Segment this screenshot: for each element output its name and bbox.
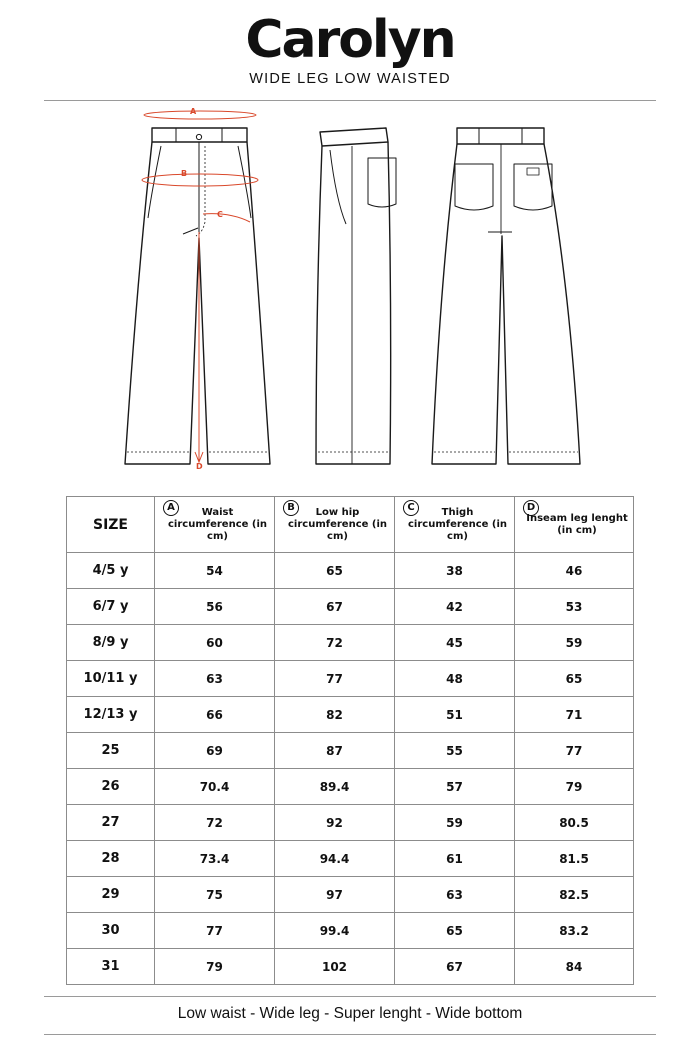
- inseam-cell: 82.5: [515, 877, 634, 913]
- table-row: [67, 661, 634, 697]
- column-label: Thigh circumference (in cm): [407, 506, 508, 542]
- thigh-cell: 63: [395, 877, 515, 913]
- letter-badge-b: B: [283, 500, 299, 516]
- thigh-cell: 42: [395, 589, 515, 625]
- column-header-inseam: [515, 497, 634, 553]
- brand-logo: Carolyn: [245, 10, 455, 70]
- waist-cell: 56: [155, 589, 275, 625]
- waist-cell: 79: [155, 949, 275, 985]
- marker-b: B: [181, 169, 188, 178]
- side-view: [316, 128, 396, 464]
- thigh-cell: 61: [395, 841, 515, 877]
- table-row: [67, 625, 634, 661]
- column-label: Waist circumference (in cm): [167, 506, 268, 542]
- low-hip-cell: 97: [275, 877, 395, 913]
- inseam-cell: 46: [515, 553, 634, 589]
- column-header-waist: [155, 497, 275, 553]
- marker-d: D: [196, 462, 203, 471]
- low-hip-cell: 94.4: [275, 841, 395, 877]
- table-row: [67, 733, 634, 769]
- waist-cell: 54: [155, 553, 275, 589]
- table-row: [67, 877, 634, 913]
- size-cell: 6/7 y: [67, 589, 155, 625]
- thigh-cell: 65: [395, 913, 515, 949]
- thigh-cell: 38: [395, 553, 515, 589]
- size-cell: 12/13 y: [67, 697, 155, 733]
- inseam-cell: 59: [515, 625, 634, 661]
- low-hip-cell: 67: [275, 589, 395, 625]
- inseam-cell: 83.2: [515, 913, 634, 949]
- waist-cell: 69: [155, 733, 275, 769]
- waist-cell: 70.4: [155, 769, 275, 805]
- waist-cell: 63: [155, 661, 275, 697]
- inseam-cell: 79: [515, 769, 634, 805]
- waist-cell: 66: [155, 697, 275, 733]
- low-hip-cell: 99.4: [275, 913, 395, 949]
- size-cell: 28: [67, 841, 155, 877]
- column-label: Low hip circumference (in cm): [287, 506, 388, 542]
- low-hip-cell: 92: [275, 805, 395, 841]
- size-cell: 30: [67, 913, 155, 949]
- size-cell: 29: [67, 877, 155, 913]
- waist-cell: 77: [155, 913, 275, 949]
- inseam-cell: 84: [515, 949, 634, 985]
- waist-cell: 72: [155, 805, 275, 841]
- low-hip-cell: 102: [275, 949, 395, 985]
- inseam-cell: 65: [515, 661, 634, 697]
- thigh-cell: 55: [395, 733, 515, 769]
- divider-footer-bottom: [44, 1034, 656, 1035]
- thigh-cell: 67: [395, 949, 515, 985]
- letter-badge-c: C: [403, 500, 419, 516]
- letter-badge-a: A: [163, 500, 179, 516]
- size-chart-table: [66, 496, 634, 985]
- table-row: [67, 553, 634, 589]
- size-cell: 10/11 y: [67, 661, 155, 697]
- thigh-cell: 45: [395, 625, 515, 661]
- marker-c: C: [217, 210, 223, 219]
- inseam-cell: 81.5: [515, 841, 634, 877]
- table-row: [67, 589, 634, 625]
- inseam-cell: 53: [515, 589, 634, 625]
- waist-cell: 75: [155, 877, 275, 913]
- table-row: [67, 913, 634, 949]
- low-hip-cell: 72: [275, 625, 395, 661]
- column-header-thigh: [395, 497, 515, 553]
- size-cell: 26: [67, 769, 155, 805]
- inseam-cell: 77: [515, 733, 634, 769]
- table-row: [67, 697, 634, 733]
- garment-technical-drawing: [0, 100, 700, 480]
- column-header-low-hip: [275, 497, 395, 553]
- size-rows: [67, 553, 634, 985]
- size-cell: 8/9 y: [67, 625, 155, 661]
- table-row: [67, 805, 634, 841]
- table-row: [67, 769, 634, 805]
- footer-tagline: Low waist - Wide leg - Super lenght - Wide bottom: [177, 1005, 523, 1022]
- size-cell: 27: [67, 805, 155, 841]
- size-cell: 31: [67, 949, 155, 985]
- letter-badge-d: D: [523, 500, 539, 516]
- table-row: [67, 841, 634, 877]
- table-header-row: [67, 497, 634, 553]
- thigh-cell: 59: [395, 805, 515, 841]
- thigh-cell: 48: [395, 661, 515, 697]
- size-cell: 4/5 y: [67, 553, 155, 589]
- low-hip-cell: 87: [275, 733, 395, 769]
- thigh-cell: 57: [395, 769, 515, 805]
- size-cell: 25: [67, 733, 155, 769]
- inseam-cell: 71: [515, 697, 634, 733]
- inseam-cell: 80.5: [515, 805, 634, 841]
- table-row: [67, 949, 634, 985]
- product-subtitle: WIDE LEG LOW WAISTED: [249, 71, 451, 87]
- front-view: [125, 128, 270, 464]
- waist-cell: 60: [155, 625, 275, 661]
- marker-a: A: [190, 107, 197, 116]
- low-hip-cell: 65: [275, 553, 395, 589]
- thigh-cell: 51: [395, 697, 515, 733]
- waist-cell: 73.4: [155, 841, 275, 877]
- size-column-header: SIZE: [67, 497, 155, 553]
- divider-footer-top: [44, 996, 656, 997]
- low-hip-cell: 77: [275, 661, 395, 697]
- column-label: Inseam leg lenght (in cm): [526, 512, 628, 536]
- low-hip-cell: 89.4: [275, 769, 395, 805]
- low-hip-cell: 82: [275, 697, 395, 733]
- back-view: [432, 128, 580, 464]
